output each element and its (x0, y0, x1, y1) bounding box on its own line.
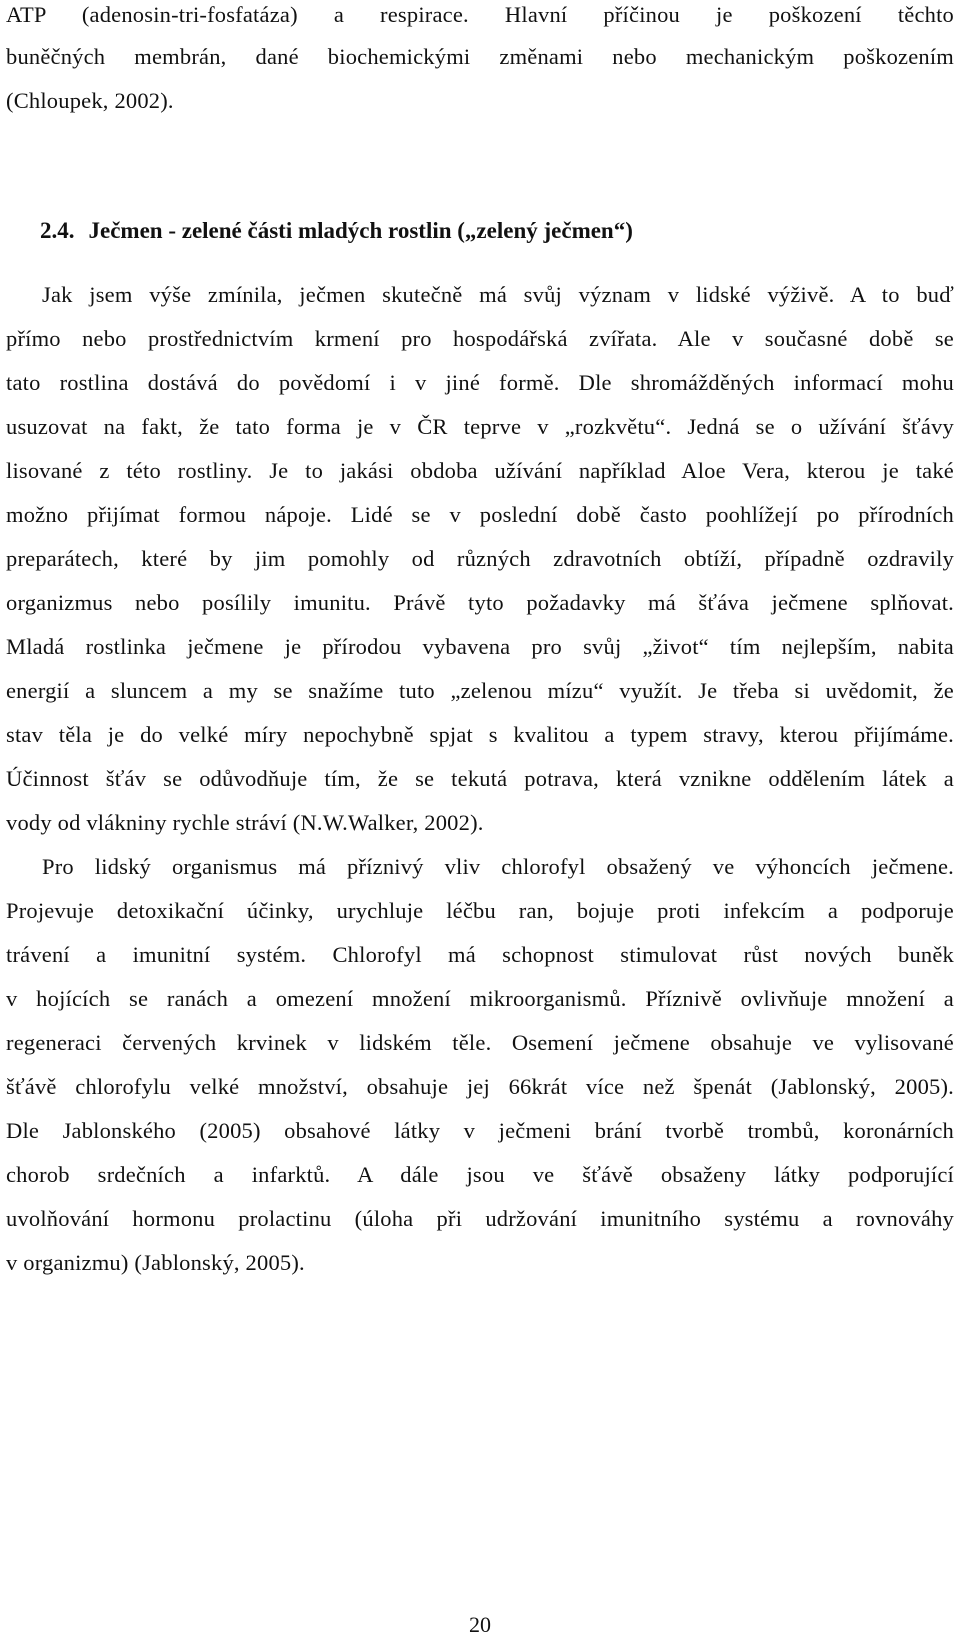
paragraph-line: Projevuje detoxikační účinky, urychluje léčbu ran, bojuje proti infekcím a podporuje (6, 898, 954, 923)
paragraph-line: tato rostlina dostává do povědomí i v jiné formě. Dle shromážděných informací mohu (6, 370, 954, 395)
paragraph-line: trávení a imunitní systém. Chlorofyl má schopnost stimulovat růst nových buněk (6, 942, 954, 967)
intro-line: ATP (adenosin-tri-fosfatáza) a respirace. Hlavní příčinou je poškození těchto (6, 2, 954, 27)
paragraph-line: organizmus nebo posílily imunitu. Právě tyto požadavky má šťáva ječmene splňovat. (6, 590, 954, 615)
page-number: 20 (469, 1612, 491, 1637)
paragraph-line: možno přijímat formou nápoje. Lidé se v poslední době často poohlížejí po přírodních (6, 502, 954, 527)
intro-line: buněčných membrán, dané biochemickými změnami nebo mechanickým poškozením (6, 44, 954, 69)
intro-line: (Chloupek, 2002). (6, 88, 174, 113)
paragraph-line: Dle Jablonského (2005) obsahové látky v ječmeni brání tvorbě trombů, koronárních (6, 1118, 954, 1143)
paragraph-line: Jak jsem výše zmínila, ječmen skutečně má svůj význam v lidské výživě. A to buď (42, 282, 954, 307)
section-title: Ječmen - zelené části mladých rostlin („zelený ječmen“) (88, 218, 633, 243)
section-heading (40, 216, 633, 246)
paragraph-line: přímo nebo prostřednictvím krmení pro hospodářská zvířata. Ale v současné době se (6, 326, 954, 351)
paragraph-line: stav těla je do velké míry nepochybně spjat s kvalitou a typem stravy, kterou přijímáme. (6, 722, 954, 747)
paragraph-line: v organizmu) (Jablonský, 2005). (6, 1250, 305, 1275)
paragraph-line: v hojících se ranách a omezení množení mikroorganismů. Příznivě ovlivňuje množení a (6, 986, 954, 1011)
paragraph-line: Mladá rostlinka ječmene je přírodou vybavena pro svůj „život“ tím nejlepším, nabita (6, 634, 954, 659)
paragraph-line: šťávě chlorofylu velké množství, obsahuje jej 66krát více než špenát (Jablonský, 2005). (6, 1074, 954, 1099)
paragraph-line: Pro lidský organismus má příznivý vliv chlorofyl obsažený ve výhoncích ječmene. (42, 854, 954, 879)
paragraph-line: preparátech, které by jim pomohly od různých zdravotních obtíží, případně ozdravily (6, 546, 954, 571)
section-number: 2.4. (40, 218, 75, 243)
paragraph-line: regeneraci červených krvinek v lidském těle. Osemení ječmene obsahuje ve vylisované (6, 1030, 954, 1055)
paragraph-line: chorob srdečních a infarktů. A dále jsou ve šťávě obsaženy látky podporující (6, 1162, 954, 1187)
paragraph-line: lisované z této rostliny. Je to jakási obdoba užívání například Aloe Vera, kterou je také (6, 458, 954, 483)
paragraph-line: uvolňování hormonu prolactinu (úloha při udržování imunitního systému a rovnováhy (6, 1206, 954, 1231)
paragraph-line: energií a sluncem a my se snažíme tuto „zelenou mízu“ využít. Je třeba si uvědomit, že (6, 678, 954, 703)
paragraph-line: usuzovat na fakt, že tato forma je v ČR teprve v „rozkvětu“. Jedná se o užívání šťávy (6, 414, 954, 439)
paragraph-line: vody od vlákniny rychle stráví (N.W.Walker, 2002). (6, 810, 484, 835)
paragraph-line: Účinnost šťáv se odůvodňuje tím, že se tekutá potrava, která vznikne oddělením látek a (6, 766, 954, 791)
